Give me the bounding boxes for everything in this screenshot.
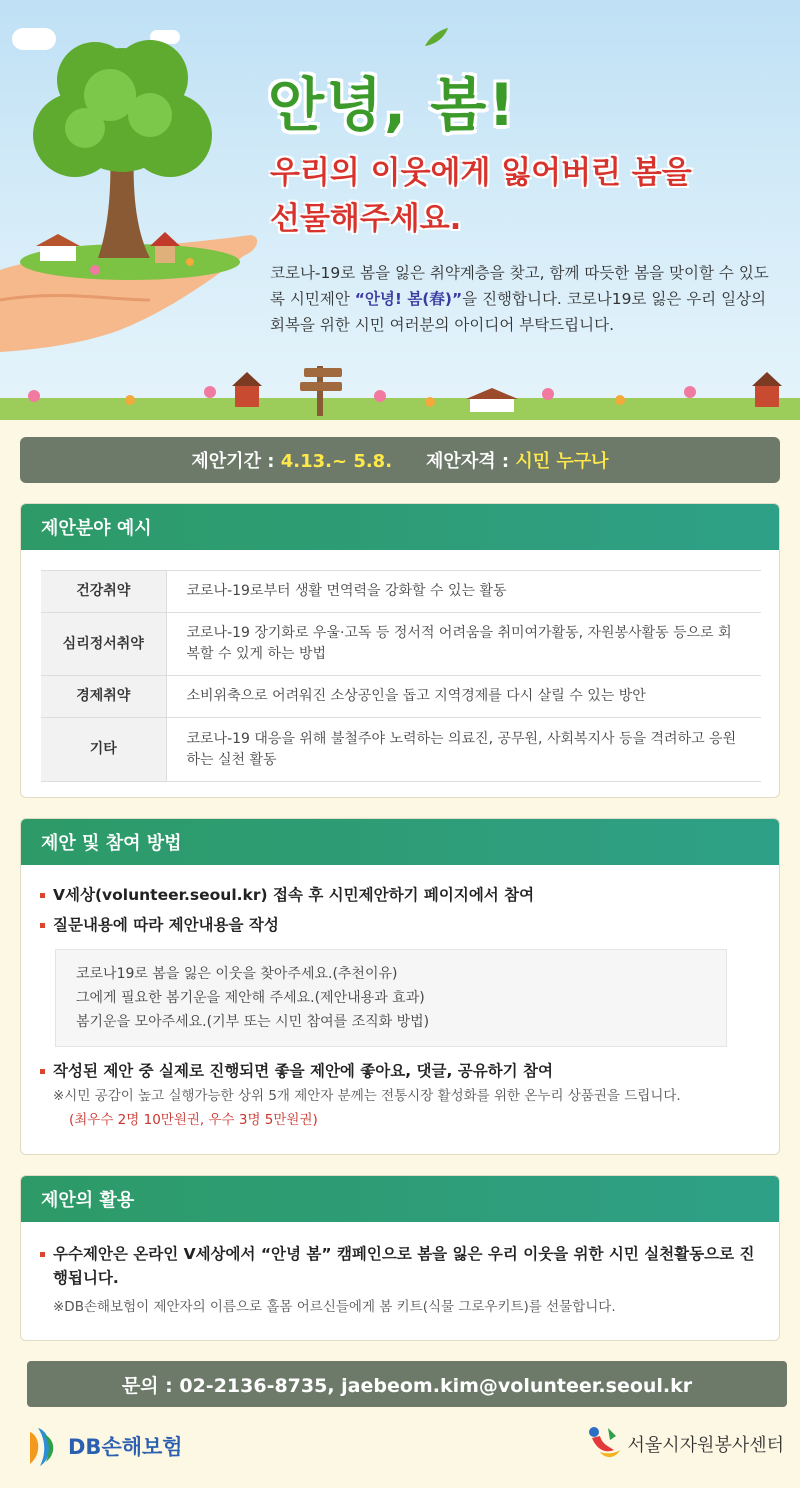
db-logo-text: DB손해보험 <box>68 1435 183 1459</box>
method-heading: 제안 및 참여 방법 <box>21 819 779 865</box>
usage-bullet: 우수제안은 온라인 V세상에서 “안녕 봄” 캠페인으로 봄을 잃은 우리 이웃을 위한 시민 실천활동으로 진행됩니다. <box>21 1242 759 1290</box>
qualification-label: 제안자격 : <box>426 451 510 472</box>
db-logo <box>28 1424 183 1468</box>
row-key: 건강취약 <box>41 571 166 613</box>
row-value: 코로나-19 대응을 위해 불철주야 노력하는 의료진, 공무원, 사회복지사 등을 격려하고 응원하는 실천 활동 <box>166 718 761 782</box>
method-bullet: V세상(volunteer.seoul.kr) 접속 후 시민제안하기 페이지에서 참여 <box>21 883 779 907</box>
hero-desc-part2: 을 진행합니다. 코로나19로 잃은 우리 일상의 회복을 위한 시민 여러분의 아이디어 부탁드립니다. <box>270 290 766 334</box>
question-item: 봄기운을 모아주세요.(기부 또는 시민 참여를 조직화 방법) <box>76 1014 430 1030</box>
seoul-logo <box>586 1424 785 1464</box>
seoul-logo-text: 서울시자원봉사센터 <box>627 1435 784 1456</box>
reward-detail: (최우수 2명 10만원권, 우수 3명 5만원권) <box>69 1112 318 1128</box>
row-value: 소비위축으로 어려워진 소상공인을 돕고 지역경제를 다시 살릴 수 있는 방안 <box>166 676 761 718</box>
hero-subtitle-line1: 우리의 이웃에게 잃어버린 봄을 <box>270 155 692 191</box>
examples-heading: 제안분야 예시 <box>21 504 779 550</box>
table-row <box>41 718 761 782</box>
reward-note: ※시민 공감이 높고 실행가능한 상위 5개 제안자 분께는 전통시장 활성화를 위한 온누리 상품권을 드립니다. <box>53 1088 681 1104</box>
method-card <box>20 818 780 1155</box>
period-value: 4.13.~ 5.8. <box>280 451 393 472</box>
hero-banner <box>0 0 800 420</box>
question-box <box>55 949 727 1047</box>
period-bar <box>20 437 780 483</box>
method-bullet: 질문내용에 따라 제안내용을 작성 <box>21 913 779 937</box>
row-key: 심리정서취약 <box>41 613 166 676</box>
examples-table <box>41 570 761 782</box>
hero-desc-highlight: “안녕! 봄(春)” <box>354 290 463 308</box>
usage-note: ※DB손해보험이 제안자의 이름으로 홀몸 어르신들에게 봄 키트(식물 그로우키트)를 선물합니다. <box>53 1299 616 1315</box>
period-label: 제안기간 : <box>191 451 275 472</box>
examples-card <box>20 503 780 798</box>
qualification-info <box>426 447 609 473</box>
table-row <box>41 571 761 613</box>
row-key: 경제취약 <box>41 676 166 718</box>
question-item: 그에게 필요한 봄기운을 제안해 주세요.(제안내용과 효과) <box>76 990 425 1006</box>
hero-desc-part1: 코로나-19로 봄을 잃은 취약계층을 찾고, 함께 따듯한 봄을 맞이할 수 있도록 시민제안 <box>270 264 769 308</box>
hero-subtitle-line2: 선물해주세요. <box>270 201 462 237</box>
qualification-value: 시민 누구나 <box>515 451 609 472</box>
row-key: 기타 <box>41 718 166 782</box>
period-info <box>191 447 392 473</box>
usage-heading: 제안의 활용 <box>21 1176 779 1222</box>
table-row <box>41 613 761 676</box>
hero-subtitle <box>270 150 770 242</box>
row-value: 코로나-19로부터 생활 면역력을 강화할 수 있는 활동 <box>166 571 761 613</box>
db-logo-icon <box>28 1424 62 1468</box>
question-item: 코로나19로 봄을 잃은 이웃을 찾아주세요.(추천이유) <box>76 966 398 982</box>
hero-title: 안녕, 봄! <box>268 71 517 139</box>
row-value: 코로나-19 장기화로 우울·고독 등 정서적 어려움을 취미여가활동, 자원봉사활동 등으로 회복할 수 있게 하는 방법 <box>166 613 761 676</box>
seoul-logo-icon <box>586 1424 622 1464</box>
usage-card <box>20 1175 780 1341</box>
method-bullet: 작성된 제안 중 실제로 진행되면 좋을 제안에 좋아요, 댓글, 공유하기 참여 <box>21 1059 779 1083</box>
table-row <box>41 676 761 718</box>
hero-description <box>270 260 780 338</box>
contact-bar: 문의 : 02-2136-8735, jaebeom.kim@volunteer.seoul.kr <box>27 1361 787 1407</box>
